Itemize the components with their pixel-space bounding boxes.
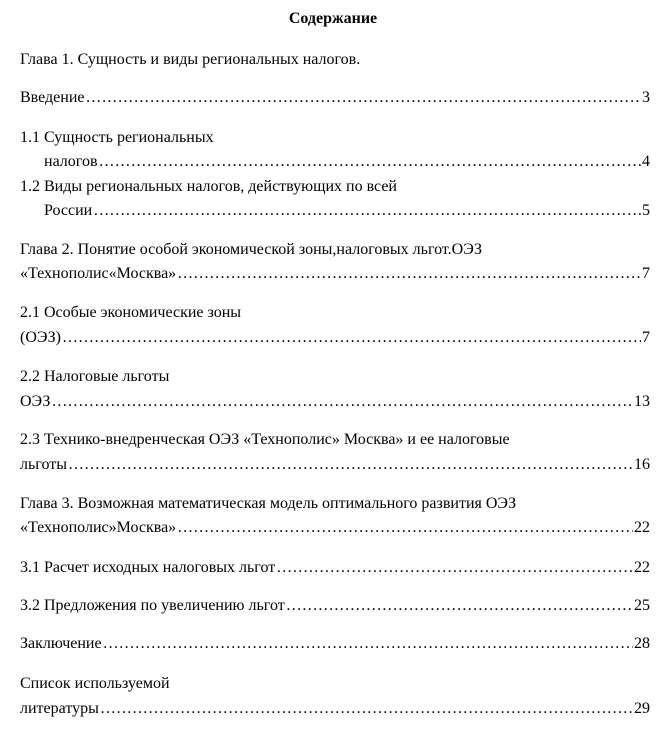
toc-entry-conclusion — [20, 634, 650, 654]
toc-page-number: 22 — [634, 519, 650, 536]
toc-leader — [177, 264, 641, 284]
toc-entry-1-2 — [44, 201, 650, 221]
toc-page-number: 29 — [634, 700, 650, 717]
toc-label: ОЭЗ — [20, 393, 51, 410]
toc-entry-1-1-title: 1.1 Сущность региональных — [20, 129, 214, 146]
toc-entry-2-1 — [20, 328, 650, 348]
toc-leader — [286, 596, 633, 616]
toc-leader — [86, 88, 642, 108]
toc-label: литературы — [20, 700, 99, 717]
toc-label: 3.1 Расчет исходных налоговых льгот — [20, 559, 276, 576]
toc-entry-references-title: Список используемой — [20, 675, 170, 692]
toc-page-number: 22 — [634, 559, 650, 576]
toc-leader — [276, 558, 633, 578]
toc-label: 3.2 Предложения по увеличению льгот — [20, 597, 285, 614]
toc-leader — [51, 392, 633, 412]
page-title: Содержание — [288, 10, 378, 27]
toc-leader — [68, 455, 633, 475]
toc-page-number: 25 — [634, 597, 650, 614]
toc-leader — [103, 634, 633, 654]
toc-entry-1-2-title: 1.2 Виды региональных налогов, действующих по всей — [20, 178, 397, 195]
toc-entry-intro — [20, 88, 650, 108]
toc-entry-chapter-2 — [20, 264, 650, 284]
toc-entry-2-3 — [20, 455, 650, 475]
toc-page-number: 3 — [642, 89, 650, 106]
toc-page-number: 7 — [642, 265, 650, 282]
toc-entry-3-2 — [20, 596, 650, 616]
toc-leader — [99, 152, 641, 172]
toc-leader — [93, 201, 641, 221]
toc-page-number: 13 — [634, 393, 650, 410]
toc-entry-2-1-title: 2.1 Особые экономические зоны — [20, 304, 242, 321]
toc-page-number: 28 — [634, 635, 650, 652]
chapter-2-heading: Глава 2. Понятие особой экономической зоны,налоговых льгот.ОЭЗ — [20, 241, 483, 258]
toc-label: Введение — [20, 89, 85, 106]
toc-label: «Технополис«Москва» — [20, 265, 177, 282]
chapter-3-heading: Глава 3. Возможная математическая модель оптимального развития ОЭЗ — [20, 495, 517, 512]
toc-label: России — [44, 202, 93, 219]
toc-entry-2-3-title: 2.3 Технико-внедренческая ОЭЗ «Технополис» Москва» и ее налоговые — [20, 431, 510, 448]
toc-label: Заключение — [20, 635, 102, 652]
toc-label: льготы — [20, 456, 67, 473]
toc-entry-2-2-title: 2.2 Налоговые льготы — [20, 368, 170, 385]
toc-entry-chapter-3 — [20, 518, 650, 538]
toc-page-number: 7 — [642, 329, 650, 346]
toc-entry-3-1 — [20, 558, 650, 578]
toc-entry-references — [20, 699, 650, 719]
toc-label: налогов — [44, 153, 98, 170]
toc-leader — [177, 518, 633, 538]
toc-page-number: 16 — [634, 456, 650, 473]
toc-leader — [62, 328, 641, 348]
chapter-1-heading: Глава 1. Сущность и виды региональных налогов. — [20, 51, 361, 68]
toc-entry-1-1 — [44, 152, 650, 172]
toc-leader — [100, 699, 633, 719]
toc-page-number: 5 — [642, 202, 650, 219]
toc-label: «Технополис»Москва» — [20, 519, 177, 536]
toc-entry-2-2 — [20, 392, 650, 412]
toc-label: (ОЭЗ) — [20, 329, 61, 346]
toc-page-number: 4 — [642, 153, 650, 170]
